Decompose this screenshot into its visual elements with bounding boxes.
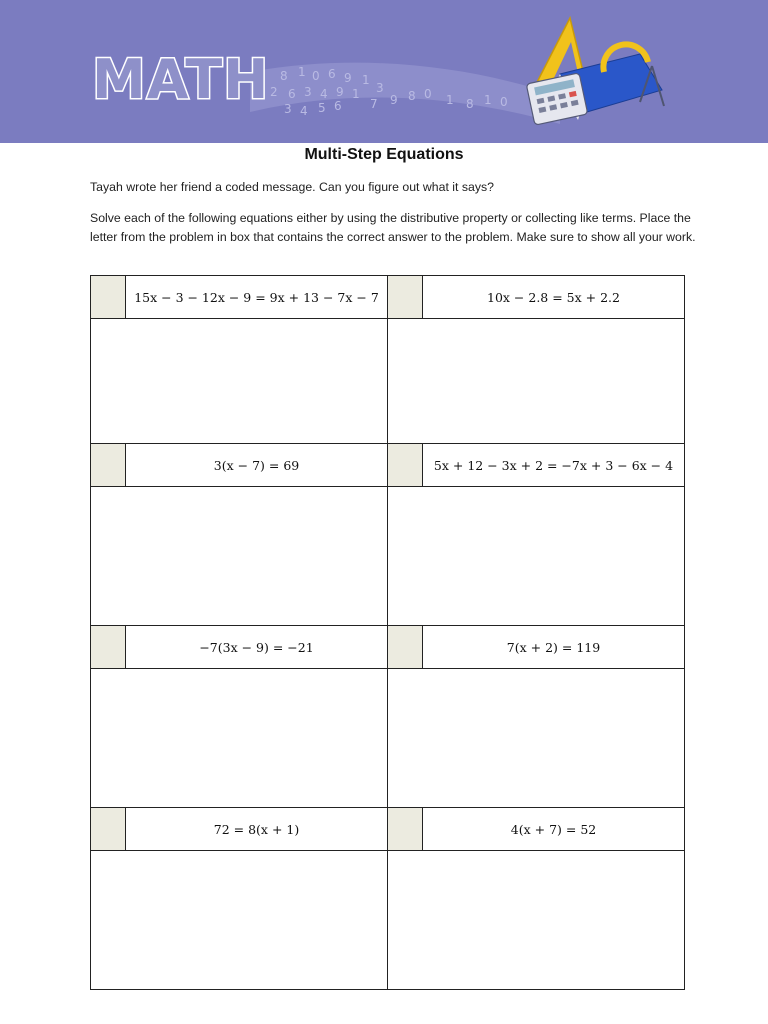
math-logo: MATH <box>92 48 270 111</box>
decor-digit: 7 <box>370 97 378 111</box>
decor-digit: 9 <box>390 93 398 107</box>
decor-digit: 8 <box>466 97 474 111</box>
number-ribbon <box>250 63 560 124</box>
decor-digit: 6 <box>288 87 296 101</box>
equation-row <box>91 626 685 669</box>
work-area[interactable] <box>91 669 388 808</box>
equation-1: 15x − 3 − 12x − 9 = 9x + 13 − 7x − 7 <box>126 276 388 319</box>
equation-row <box>91 808 685 851</box>
letter-box[interactable] <box>91 444 126 487</box>
work-area[interactable] <box>91 487 388 626</box>
work-area[interactable] <box>388 669 685 808</box>
decor-digit: 4 <box>320 87 328 101</box>
decor-digit: 3 <box>376 81 384 95</box>
header-banner <box>0 0 768 143</box>
letter-box[interactable] <box>91 808 126 851</box>
decor-digit: 1 <box>484 93 492 107</box>
decor-digit: 1 <box>298 65 306 79</box>
decor-digit: 9 <box>344 71 352 85</box>
decor-digit: 6 <box>334 99 342 113</box>
letter-box[interactable] <box>91 626 126 669</box>
decor-digit: 8 <box>280 69 288 83</box>
decor-digit: 0 <box>312 69 320 83</box>
work-row <box>91 851 685 990</box>
equation-8: 4(x + 7) = 52 <box>423 808 685 851</box>
decor-digit: 1 <box>352 87 360 101</box>
equation-5: −7(3x − 9) = −21 <box>126 626 388 669</box>
work-area[interactable] <box>388 319 685 444</box>
work-area[interactable] <box>388 487 685 626</box>
decor-digit: 3 <box>304 85 312 99</box>
equation-row <box>91 444 685 487</box>
intro-text: Tayah wrote her friend a coded message. Can you figure out what it says? <box>90 180 494 194</box>
letter-box[interactable] <box>388 444 423 487</box>
equation-row <box>91 276 685 319</box>
decor-digit: 0 <box>500 95 508 109</box>
page-title: Multi-Step Equations <box>304 146 464 163</box>
instructions-text: Solve each of the following equations either by using the distributive property or collecting like terms. Place the letter from the problem in box that contains the correct answer to the problem. Make sure to show all your work. <box>90 211 696 244</box>
decor-digit: 1 <box>446 93 454 107</box>
decor-digit: 3 <box>284 102 292 116</box>
supplies-illustration <box>526 18 664 125</box>
letter-box[interactable] <box>388 808 423 851</box>
decor-digit: 8 <box>408 89 416 103</box>
equation-2: 10x − 2.8 = 5x + 2.2 <box>423 276 685 319</box>
equation-4: 5x + 12 − 3x + 2 = −7x + 3 − 6x − 4 <box>423 444 685 487</box>
work-area[interactable] <box>91 319 388 444</box>
decor-digit: 6 <box>328 67 336 81</box>
letter-box[interactable] <box>388 276 423 319</box>
decor-digit: 4 <box>300 104 308 118</box>
decor-digit: 1 <box>362 73 370 87</box>
decor-digit: 0 <box>424 87 432 101</box>
banner-art <box>0 0 768 143</box>
work-row <box>91 669 685 808</box>
work-area[interactable] <box>388 851 685 990</box>
decor-digit: 5 <box>318 101 326 115</box>
work-area[interactable] <box>91 851 388 990</box>
letter-box[interactable] <box>388 626 423 669</box>
equation-3: 3(x − 7) = 69 <box>126 444 388 487</box>
letter-box[interactable] <box>91 276 126 319</box>
decor-digit: 9 <box>336 85 344 99</box>
equation-7: 72 = 8(x + 1) <box>126 808 388 851</box>
equations-table <box>90 275 685 990</box>
work-row <box>91 487 685 626</box>
equation-6: 7(x + 2) = 119 <box>423 626 685 669</box>
decor-digit: 2 <box>270 85 278 99</box>
work-row <box>91 319 685 444</box>
